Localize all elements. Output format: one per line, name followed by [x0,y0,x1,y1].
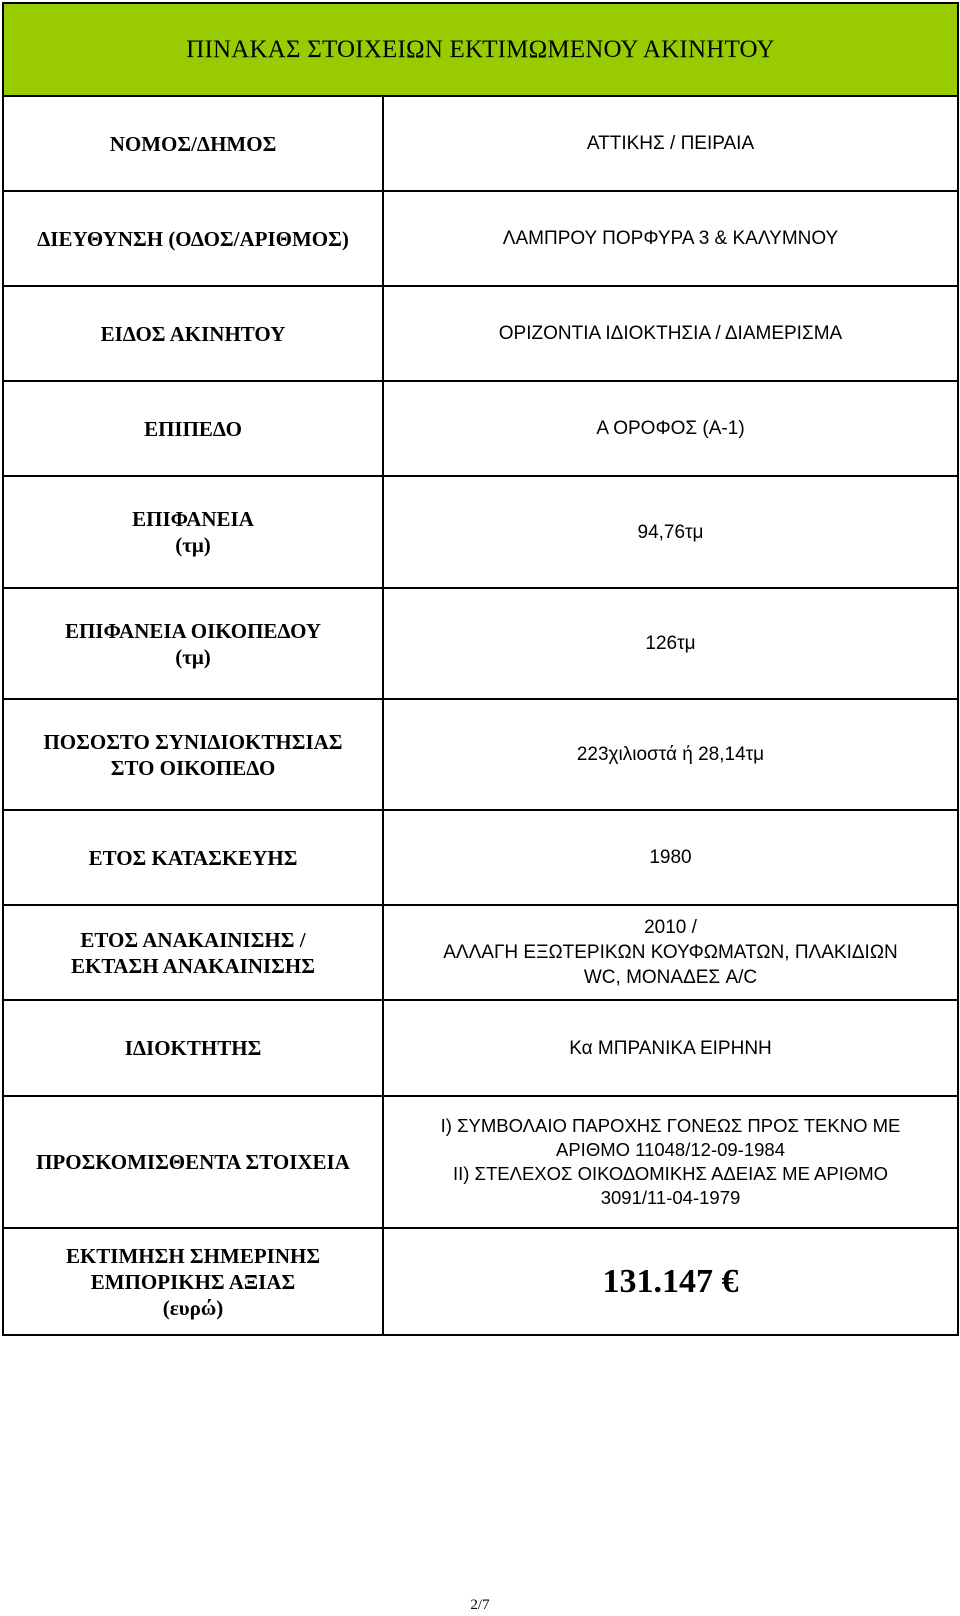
label-line: (τμ) [175,644,211,669]
value-line: 131.147 € [602,1263,739,1300]
label-line: ΕΚΤΑΣΗ ΑΝΑΚΑΙΝΙΣΗΣ [71,953,315,978]
value-line: Α ΟΡΟΦΟΣ (Α-1) [596,418,745,439]
label-line: ΕΠΙΦΑΝΕΙΑ [132,507,254,531]
row-value-level [384,382,957,475]
label-line: ΕΜΠΟΡΙΚΗΣ ΑΞΙΑΣ [90,1269,296,1294]
label-line: ΕΤΟΣ ΚΑΤΑΣΚΕΥΗΣ [88,845,298,870]
table-title: ΠΙΝΑΚΑΣ ΣΤΟΙΧΕΙΩΝ ΕΚΤΙΜΩΜΕΝΟΥ ΑΚΙΝΗΤΟΥ [4,4,957,97]
page-number: 2/7 [470,1597,490,1613]
value-line: 126τμ [645,633,696,654]
label-line: ΕΤΟΣ ΑΝΑΚΑΙΝΙΣΗΣ / [80,927,306,952]
value-line: Κα ΜΠΡΑΝΙΚΑ ΕΙΡΗΝΗ [569,1037,772,1059]
row-value-prefecture-municipality [384,97,957,190]
label-line: ΕΙΔΟΣ ΑΚΙΝΗΤΟΥ [100,321,286,346]
row-label-plot-surface [4,589,384,698]
property-data-table [2,2,959,1336]
value-line: 94,76τμ [637,521,704,543]
row-label-owner [4,1001,384,1095]
table-row [4,811,957,906]
row-value-address [384,192,957,285]
row-label-submitted-documents [4,1097,384,1227]
label-line: ΕΚΤΙΜΗΣΗ ΣΗΜΕΡΙΝΗΣ [65,1243,321,1268]
table-row [4,589,957,700]
table-row [4,1229,957,1334]
label-line: (ευρώ) [162,1295,224,1320]
table-row [4,192,957,287]
table-row [4,477,957,589]
value-line: 2010 / [644,917,697,938]
label-line: (τμ) [175,533,211,557]
row-label-market-value [4,1229,384,1334]
row-label-prefecture-municipality [4,97,384,190]
label-line: ΔΙΕΥΘΥΝΣΗ (ΟΔΟΣ/ΑΡΙΘΜΟΣ) [37,226,349,251]
value-line: ΟΡΙΖΟΝΤΙΑ ΙΔΙΟΚΤΗΣΙΑ / ΔΙΑΜΕΡΙΣΜΑ [498,323,843,344]
row-value-renovation [384,906,957,999]
label-line: ΕΠΙΠΕΔΟ [144,416,242,441]
value-line: ΑΡΙΘΜΟ 11048/12-09-1984 [556,1139,785,1160]
row-value-owner [384,1001,957,1095]
table-row [4,1001,957,1097]
value-line: ΑΛΛΑΓΗ ΕΞΩΤΕΡΙΚΩΝ ΚΟΥΦΩΜΑΤΩΝ, ΠΛΑΚΙΔΙΩΝ [443,942,898,963]
value-line: ΙΙ) ΣΤΕΛΕΧΟΣ ΟΙΚΟΔΟΜΙΚΗΣ ΑΔΕΙΑΣ ΜΕ ΑΡΙΘΜΟ [452,1163,889,1184]
table-row [4,97,957,192]
value-line: WC, ΜΟΝΑΔΕΣ A/C [583,967,758,988]
row-value-submitted-documents [384,1097,957,1227]
value-line: 1980 [649,847,692,868]
row-label-co-ownership [4,700,384,809]
row-value-plot-surface [384,589,957,698]
value-line: 3091/11-04-1979 [600,1187,741,1208]
row-value-market-value [384,1229,957,1334]
label-line: ΙΔΙΟΚΤΗΤΗΣ [124,1036,262,1060]
row-value-co-ownership [384,700,957,809]
value-line: Ι) ΣΥΜΒΟΛΑΙΟ ΠΑΡΟΧΗΣ ΓΟΝΕΩΣ ΠΡΟΣ ΤΕΚΝΟ ΜΕ [440,1115,901,1136]
label-line: ΠΟΣΟΣΤΟ ΣΥΝΙΔΙΟΚΤΗΣΙΑΣ [43,729,343,754]
value-line: 223χιλιοστά ή 28,14τμ [576,744,765,765]
row-label-property-type [4,287,384,380]
label-line: ΝΟΜΟΣ/ΔΗΜΟΣ [109,131,277,156]
row-value-property-type [384,287,957,380]
row-label-surface [4,477,384,587]
table-row [4,906,957,1001]
table-row [4,1097,957,1229]
row-value-construction-year [384,811,957,904]
row-label-level [4,382,384,475]
table-row [4,382,957,477]
row-label-construction-year [4,811,384,904]
label-line: ΣΤΟ ΟΙΚΟΠΕΔΟ [110,755,276,780]
value-line: ΛΑΜΠΡΟΥ ΠΟΡΦΥΡΑ 3 & ΚΑΛΥΜΝΟΥ [502,228,839,249]
label-line: ΠΡΟΣΚΟΜΙΣΘΕΝΤΑ ΣΤΟΙΧΕΙΑ [36,1150,350,1174]
table-row [4,287,957,382]
row-label-address [4,192,384,285]
row-label-renovation [4,906,384,999]
value-line: ΑΤΤΙΚΗΣ / ΠΕΙΡΑΙΑ [586,133,755,154]
label-line: ΕΠΙΦΑΝΕΙΑ ΟΙΚΟΠΕΔΟΥ [64,618,322,643]
row-value-surface [384,477,957,587]
table-row [4,700,957,811]
